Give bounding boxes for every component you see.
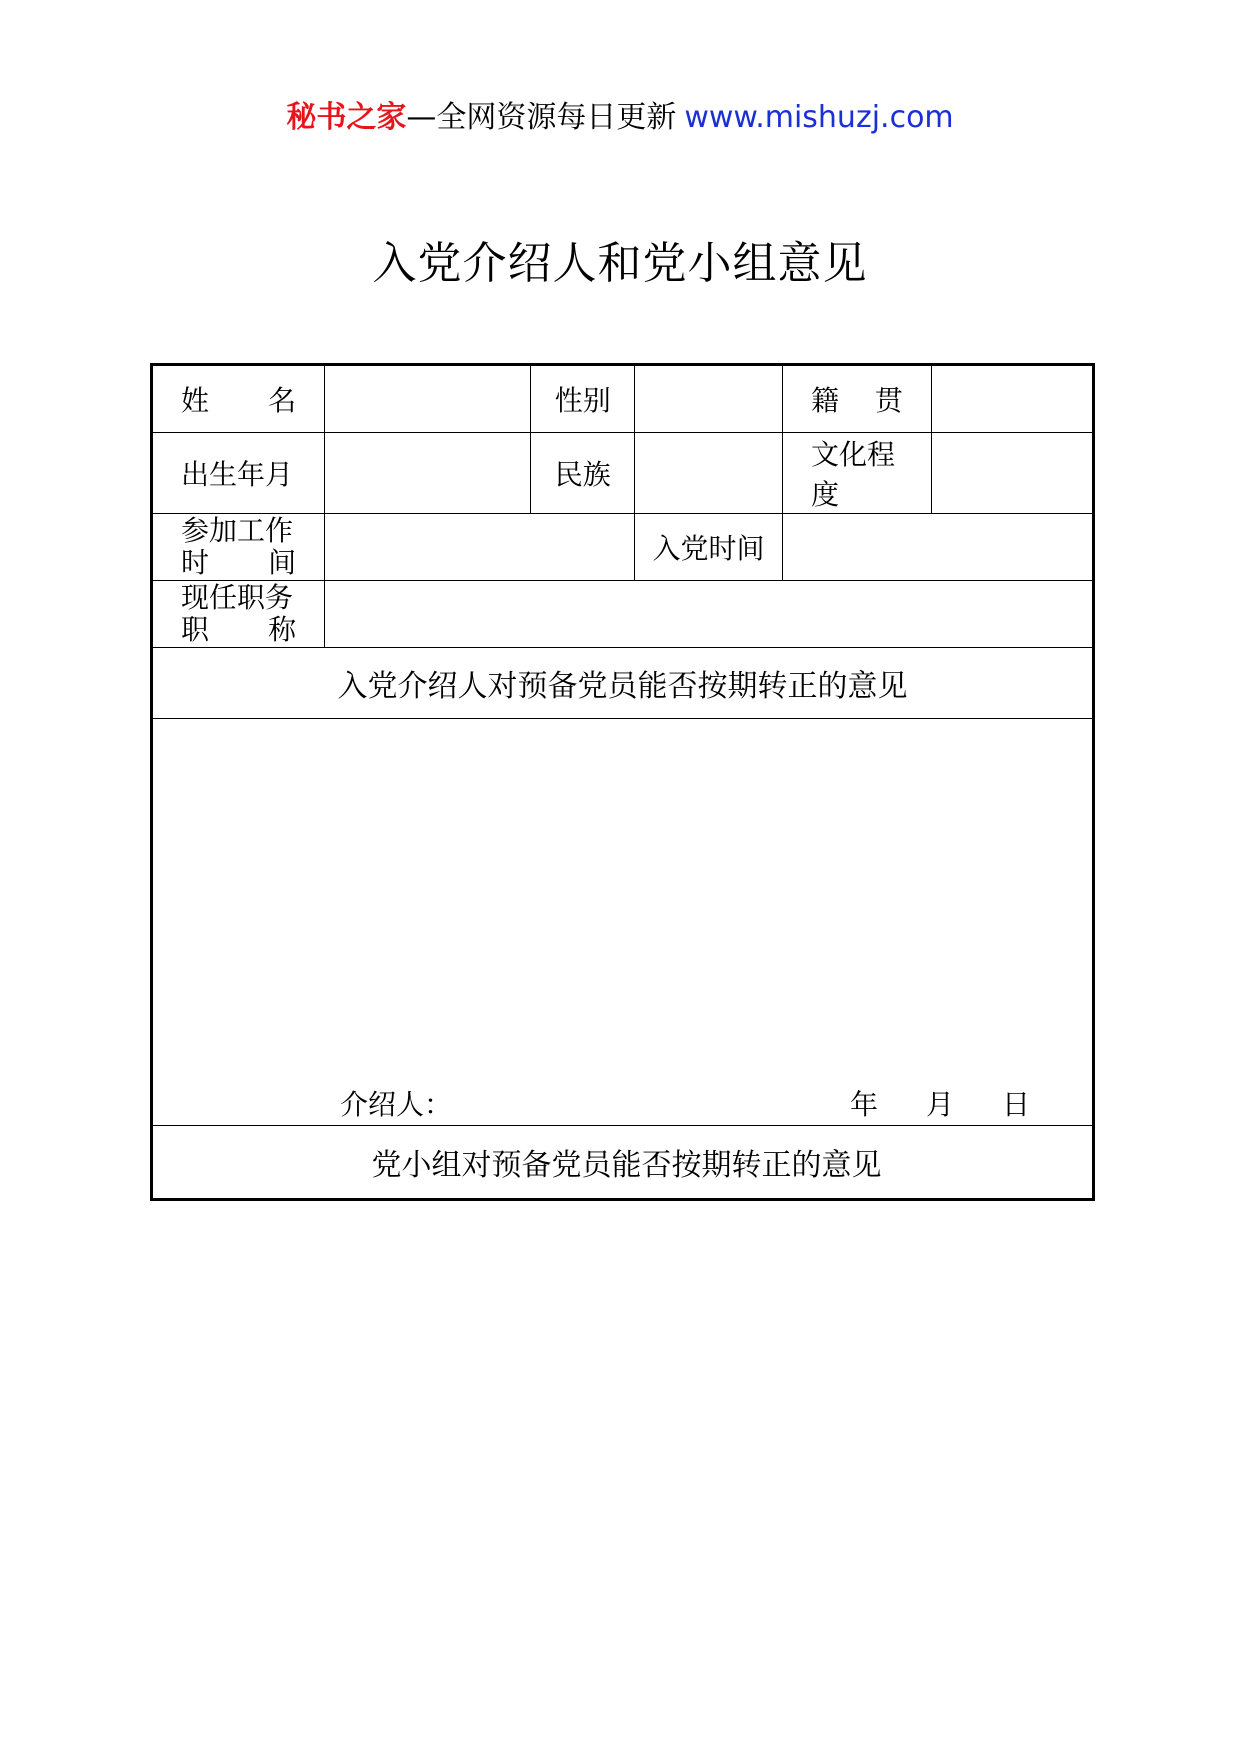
- form-row-introducer-heading: [152, 648, 1094, 719]
- year-label: 年: [849, 1088, 878, 1121]
- introducer-signature-label: 介绍人：: [340, 1088, 453, 1121]
- join-party-time-label: 入党时间: [635, 514, 783, 581]
- position-label: 现任职务 职 称: [152, 581, 325, 648]
- ethnicity-value-cell[interactable]: [635, 433, 783, 514]
- form-row-work-time: [152, 514, 1094, 581]
- banner-slogan: —全网资源每日更新: [406, 100, 677, 135]
- birth-label: 出生年月: [152, 433, 325, 514]
- introducer-opinion-area[interactable]: [152, 719, 1094, 1126]
- membership-form-table: [150, 363, 1095, 1201]
- day-label: 日: [1001, 1088, 1030, 1121]
- education-label: 文化程度: [783, 433, 932, 514]
- native-place-value-cell[interactable]: [931, 365, 1093, 433]
- work-time-label: 参加工作 时 间: [152, 514, 325, 581]
- form-row-introducer-opinion: [152, 719, 1094, 1126]
- gender-value-cell[interactable]: [635, 365, 783, 433]
- site-banner: [0, 98, 1240, 138]
- signature-date: [802, 1087, 1030, 1123]
- site-url-link[interactable]: www.mishuzj.com: [684, 100, 954, 135]
- birth-value-cell[interactable]: [325, 433, 531, 514]
- form-row-birth-ethnicity: [152, 433, 1094, 514]
- form-row-group-heading: [152, 1126, 1094, 1200]
- education-value-cell[interactable]: [931, 433, 1093, 514]
- name-label: 姓 名: [152, 365, 325, 433]
- join-party-time-value-cell[interactable]: [783, 514, 1094, 581]
- gender-label: 性别: [531, 365, 635, 433]
- form-row-basic-info: [152, 365, 1094, 433]
- document-title: 入党介绍人和党小组意见: [372, 238, 868, 289]
- month-label: 月: [925, 1088, 954, 1121]
- form-row-position: [152, 581, 1094, 648]
- party-group-opinion-heading: 党小组对预备党员能否按期转正的意见: [152, 1126, 1094, 1200]
- name-value-cell[interactable]: [325, 365, 531, 433]
- introducer-opinion-heading: 入党介绍人对预备党员能否按期转正的意见: [152, 648, 1094, 719]
- brand-name: 秘书之家: [286, 100, 407, 135]
- native-place-label: 籍 贯: [783, 365, 932, 433]
- ethnicity-label: 民族: [531, 433, 635, 514]
- position-value-cell[interactable]: [325, 581, 1094, 648]
- work-time-value-cell[interactable]: [325, 514, 635, 581]
